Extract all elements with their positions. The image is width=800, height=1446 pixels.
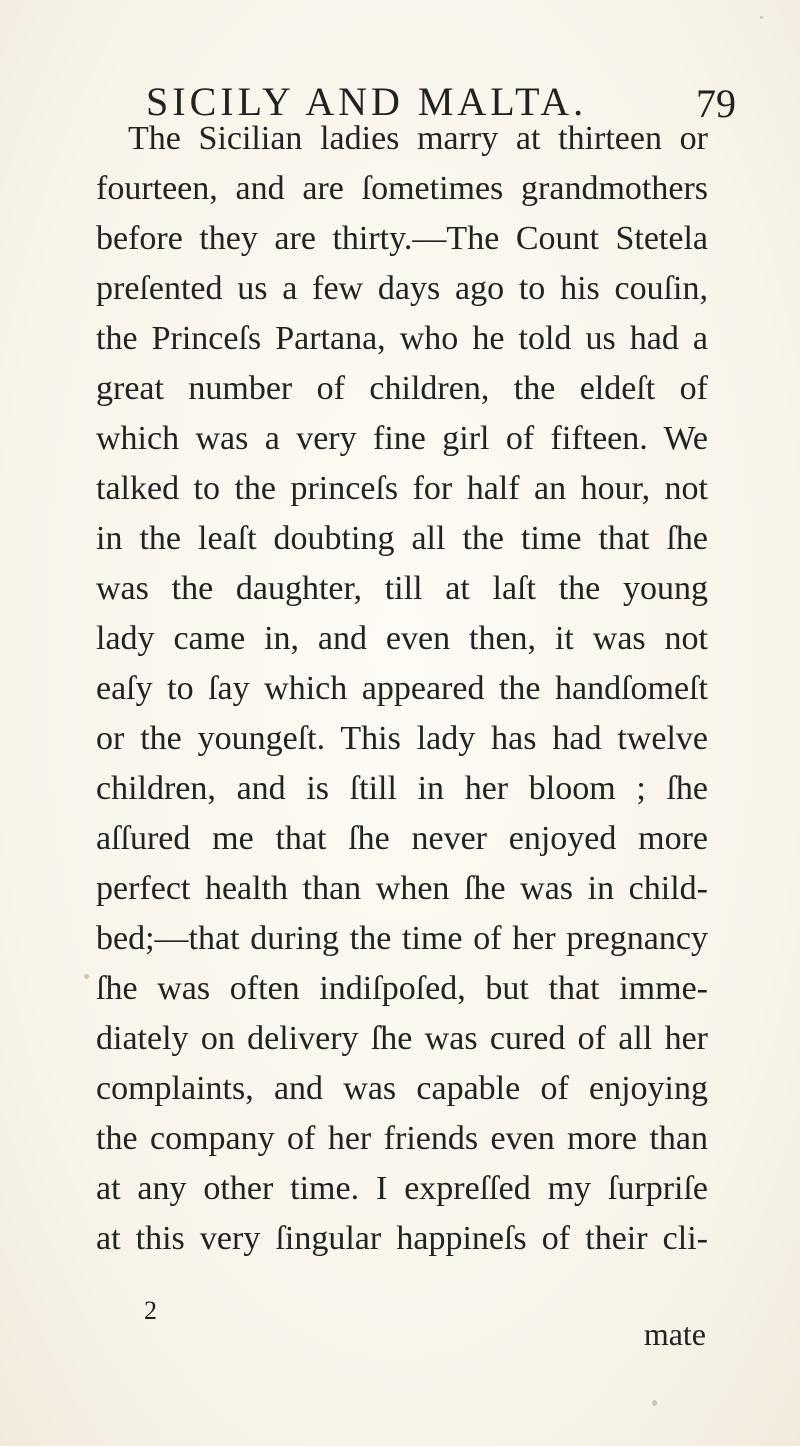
text-line: complaints, and was capable of enjoying [96, 1070, 708, 1107]
paper-speck [760, 16, 763, 19]
paper-speck [84, 974, 89, 979]
text-line: The Sicilian ladies marry at thirteen or [128, 120, 708, 157]
text-line: at any other time. I expreſſed my ſurpriſe [96, 1170, 708, 1207]
text-line: at this very ſingular happineſs of their cli- [96, 1220, 708, 1257]
page-footer [96, 1296, 706, 1366]
text-line: talked to the princeſs for half an hour, not [96, 470, 708, 507]
signature-mark: 2 [144, 1296, 157, 1325]
text-line: children, and is ſtill in her bloom ; ſhe [96, 770, 708, 807]
text-line: in the leaſt doubting all the time that ſhe [96, 520, 708, 557]
text-line: ſhe was often indiſpoſed, but that imme- [96, 970, 708, 1007]
text-line: great number of children, the eldeſt of [96, 370, 708, 407]
text-line: perfect health than when ſhe was in child- [96, 870, 708, 907]
text-line: before they are thirty.—The Count Stetela [96, 220, 708, 257]
running-head-title: SICILY AND MALTA. [146, 79, 588, 124]
text-line: preſented us a few days ago to his couſin, [96, 270, 708, 307]
text-line: the company of her friends even more than [96, 1120, 708, 1157]
text-line: which was a very fine girl of fifteen. We [96, 420, 708, 457]
text-line: diately on delivery ſhe was cured of all her [96, 1020, 708, 1057]
paper-speck [652, 1400, 657, 1406]
text-line: fourteen, and are ſometimes grandmothers [96, 170, 708, 207]
text-line: the Princeſs Partana, who he told us had a [96, 320, 708, 357]
page-number: 79 [696, 81, 736, 126]
text-line: lady came in, and even then, it was not [96, 620, 708, 657]
text-line: or the youngeſt. This lady has had twelve [96, 720, 708, 757]
text-line: eaſy to ſay which appeared the handſomeſt [96, 670, 708, 707]
catchword: mate [643, 1316, 706, 1352]
text-line: was the daughter, till at laſt the young [96, 570, 708, 607]
body-text [96, 114, 708, 1264]
text-line: aſſured me that ſhe never enjoyed more [96, 820, 708, 857]
text-line: bed;—that during the time of her pregnancy [96, 920, 708, 957]
